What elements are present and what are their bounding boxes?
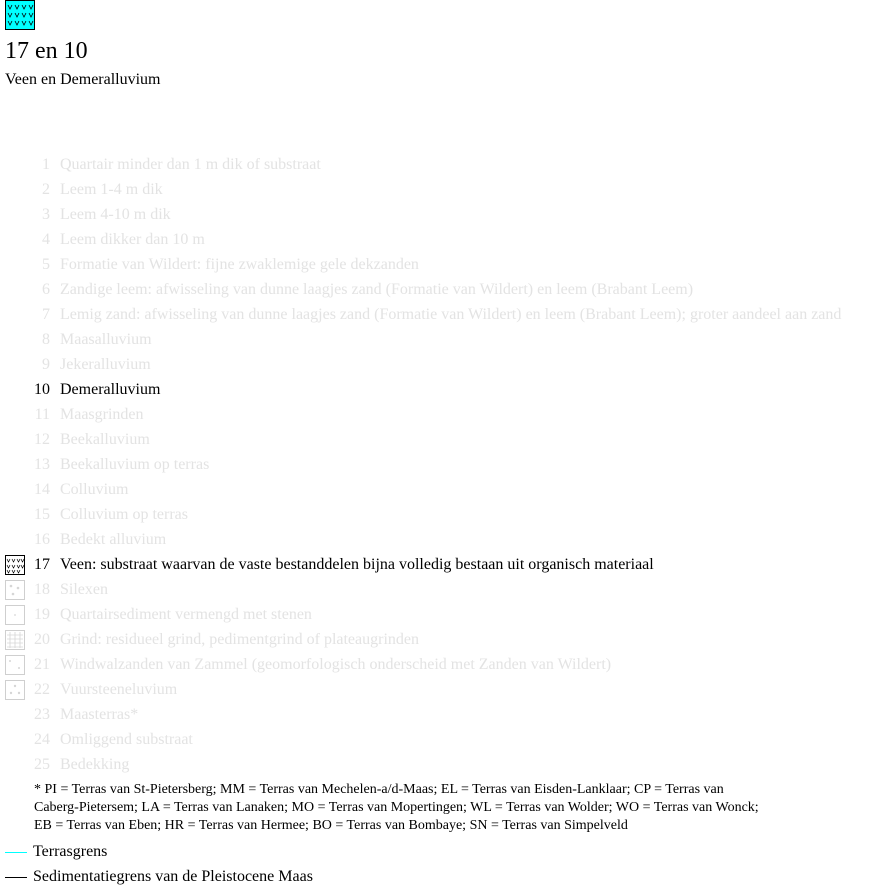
legend-item-label: Maasterras* <box>60 706 139 723</box>
legend-item-25 <box>0 754 880 779</box>
legend-item-number: 18 <box>34 581 50 598</box>
legend-item-number: 24 <box>34 731 50 748</box>
sedimentation-boundary-line-icon <box>5 877 27 878</box>
legend-item-label: Grind: residueel grind, pedimentgrind of plateaugrinden <box>60 631 420 648</box>
legend-item-8 <box>0 329 880 354</box>
legend-item-4 <box>0 229 880 254</box>
legend-item-number: 19 <box>34 606 50 623</box>
legend-item-10 <box>0 379 880 404</box>
line-legend-label: Sedimentatiegrens van de Pleistocene Maas <box>33 868 313 885</box>
legend-item-21 <box>0 654 880 679</box>
legend-item-number: 14 <box>34 481 50 498</box>
legend-item-7 <box>0 304 880 329</box>
line-legend-label: Terrasgrens <box>33 843 108 860</box>
legend-list <box>0 154 880 779</box>
legend-item-label: Quartairsediment vermengd met stenen <box>60 606 312 623</box>
legend-item-number: 2 <box>42 181 50 198</box>
legend-item-13 <box>0 454 880 479</box>
legend-item-number: 13 <box>34 456 50 473</box>
veen-pattern-icon <box>5 0 35 30</box>
legend-item-16 <box>0 529 880 554</box>
footnote-line: * PI = Terras van St-Pietersberg; MM = Terras van Mechelen-a/d-Maas; EL = Terras van Eisden-Lanklaar; CP = Terras van <box>34 782 724 797</box>
legend-item-number: 8 <box>42 331 50 348</box>
legend-item-number: 5 <box>42 256 50 273</box>
legend-item-label: Quartair minder dan 1 m dik of substraat <box>60 156 321 173</box>
footnote-line: Caberg-Pietersem; LA = Terras van Lanaken; MO = Terras van Mopertingen; WL = Terras van Wolder; WO = Terras van Wonck; <box>34 800 759 815</box>
legend-item-24 <box>0 729 880 754</box>
legend-item-number: 7 <box>42 306 50 323</box>
legend-item-9 <box>0 354 880 379</box>
legend-item-label: Leem 1-4 m dik <box>60 181 163 198</box>
legend-item-15 <box>0 504 880 529</box>
legend-item-number: 15 <box>34 506 50 523</box>
legend-item-5 <box>0 254 880 279</box>
legend-item-number: 1 <box>42 156 50 173</box>
legend-item-label: Bedekt alluvium <box>60 531 167 548</box>
legend-item-number: 17 <box>34 556 50 573</box>
legend-item-label: Lemig zand: afwisseling van dunne laagjes zand (Formatie van Wildert) en leem (Brabant Leem); groter aandeel aan zand <box>60 306 842 323</box>
legend-item-number: 10 <box>34 381 50 398</box>
legend-item-2 <box>0 179 880 204</box>
legend-item-3 <box>0 204 880 229</box>
legend-item-number: 3 <box>42 206 50 223</box>
legend-item-label: Demeralluvium <box>60 381 161 398</box>
legend-item-label: Silexen <box>60 581 108 598</box>
legend-item-label: Colluvium op terras <box>60 506 188 523</box>
legend-item-label: Leem dikker dan 10 m <box>60 231 205 248</box>
legend-item-20 <box>0 629 880 654</box>
legend-item-label: Leem 4-10 m dik <box>60 206 171 223</box>
legend-item-22 <box>0 679 880 704</box>
legend-subtitle: Veen en Demeralluvium <box>5 71 161 88</box>
legend-item-label: Zandige leem: afwisseling van dunne laagjes zand (Formatie van Wildert) en leem (Brabant Leem) <box>60 281 694 298</box>
legend-item-number: 6 <box>42 281 50 298</box>
legend-item-number: 11 <box>34 406 50 423</box>
legend-item-label: Jekeralluvium <box>60 356 151 373</box>
footnote-line: EB = Terras van Eben; HR = Terras van Hermee; BO = Terras van Bombaye; SN = Terras van Simpelveld <box>34 818 628 833</box>
legend-item-label: Beekalluvium op terras <box>60 456 210 473</box>
terrace-boundary-line-icon <box>5 852 27 853</box>
legend-item-number: 20 <box>34 631 50 648</box>
legend-item-19 <box>0 604 880 629</box>
legend-item-number: 12 <box>34 431 50 448</box>
legend-item-label: Windwalzanden van Zammel (geomorfologisch onderscheid met Zanden van Wildert) <box>60 656 612 673</box>
legend-item-12 <box>0 429 880 454</box>
legend-item-label: Bedekking <box>60 756 130 773</box>
legend-item-18 <box>0 579 880 604</box>
legend-item-17 <box>0 554 880 579</box>
legend-item-label: Formatie van Wildert: fijne zwaklemige gele dekzanden <box>60 256 419 273</box>
legend-item-number: 25 <box>34 756 50 773</box>
legend-item-label: Omliggend substraat <box>60 731 193 748</box>
legend-item-1 <box>0 154 880 179</box>
legend-item-number: 22 <box>34 681 50 698</box>
legend-item-label: Veen: substraat waarvan de vaste bestanddelen bijna volledig bestaan uit organisch materiaal <box>60 556 654 573</box>
legend-item-label: Beekalluvium <box>60 431 150 448</box>
legend-item-label: Vuursteeneluvium <box>60 681 178 698</box>
legend-title: 17 en 10 <box>5 38 88 64</box>
legend-item-23 <box>0 704 880 729</box>
legend-item-number: 9 <box>42 356 50 373</box>
legend-item-number: 16 <box>34 531 50 548</box>
legend-item-number: 4 <box>42 231 50 248</box>
legend-item-14 <box>0 479 880 504</box>
terrace-footnote <box>34 781 864 835</box>
legend-item-11 <box>0 404 880 429</box>
legend-item-number: 23 <box>34 706 50 723</box>
legend-item-label: Colluvium <box>60 481 129 498</box>
legend-item-label: Maasalluvium <box>60 331 152 348</box>
legend-item-6 <box>0 279 880 304</box>
legend-item-label: Maasgrinden <box>60 406 144 423</box>
legend-item-number: 21 <box>34 656 50 673</box>
